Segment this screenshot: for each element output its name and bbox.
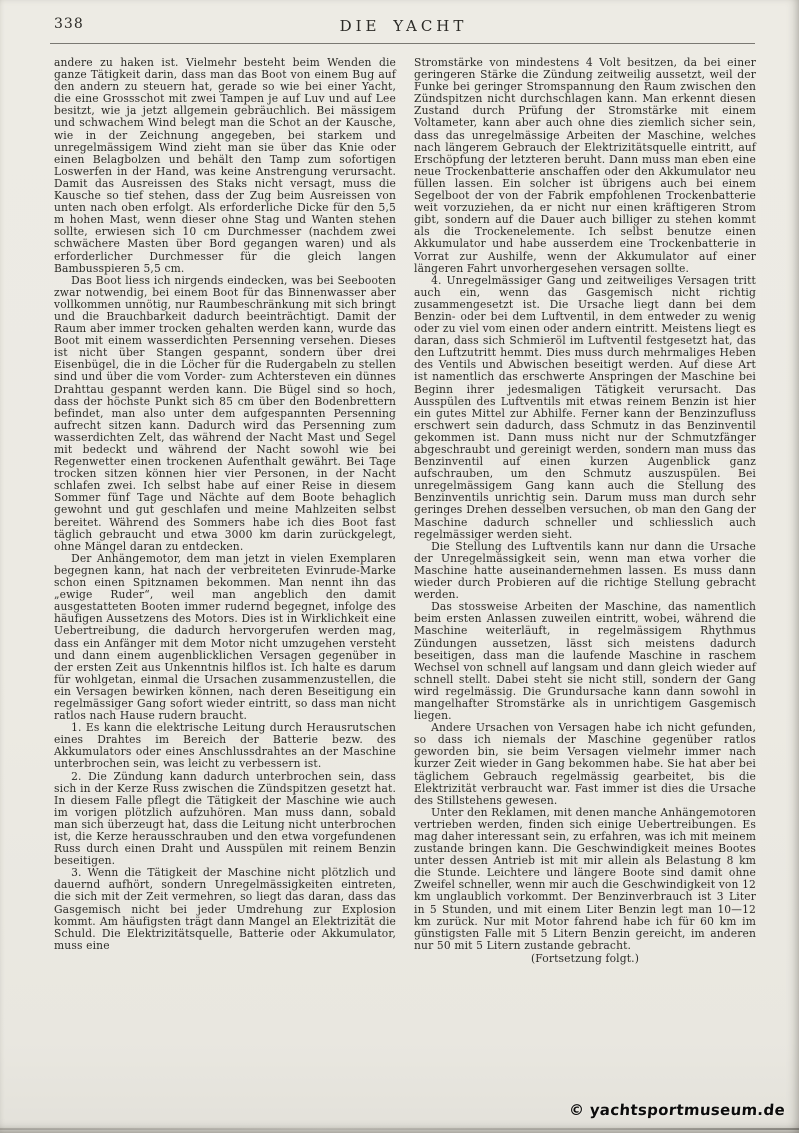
right-column	[414, 57, 756, 965]
paragraph: 3. Wenn die Tätigkeit der Maschine nicht plötzlich und dauernd aufhört, sondern Unregelmässigkeiten eintreten, die sich mit der Zeit vermehren, so liegt das daran, dass das Gasgemisch nicht bei jeder Umdrehung zur Explosion kommt. Am häufigsten trägt dann Mangel an Elektrizität die Schuld. Die Elektrizitätsquelle, Batterie oder Akkumulator, muss eine	[54, 866, 396, 952]
scan-edge	[0, 1128, 799, 1130]
paragraph: andere zu haken ist. Vielmehr besteht beim Wenden die ganze Tätigkeit darin, dass man das Boot von einem Bug auf den andern zu steuern hat, gerade so wie bei einer Yacht, die eine Grossschot mit zwei Tampen je auf Luv und auf Lee besitzt, wie ja jetzt allgemein gebräuchlich. Bei mässigem und schwachem Wind belegt man die Schot an der Kausche, wie in der Zeichnung angegeben, bei starkem und unregelmässigem Wind zieht man sie über das Knie oder einen Belagbolzen und behält den Tamp zum sofortigen Loswerfen in der Hand, was keine Anstrengung verursacht. Damit das Ausreissen des Staks nicht versagt, muss die Kausche so tief stehen, dass der Zug beim Ausreissen von unten nach oben erfolgt. Als erforderliche Dicke für den 5,5 m hohen Mast, wenn dieser ohne Stag und Wanten stehen sollte, erwiesen sich 10 cm Durchmesser (nachdem zwei schwächere Masten über Bord gegangen waren) und als erforderlicher Durchmesser für die gleich langen Bambusspieren 5,5 cm.	[54, 56, 396, 275]
paragraph: Das Boot liess ich nirgends eindecken, was bei Seebooten zwar notwendig, bei einem Boot für das Binnenwasser aber vollkommen unnötig, nur Raumbeschränkung mit sich bringt und die Brauchbarkeit dadurch beeinträchtigt. Damit der Raum aber immer trocken gehalten werden kann, wurde das Boot mit einem wasserdichten Persenning versehen. Dieses ist nicht über Stangen gespannt, sondern über drei Eisenbügel, die in die Löcher für die Rudergabeln zu stellen sind und über die vom Vorder- zum Achtersteven ein dünnes Drahttau gespannt werden kann. Die Bügel sind so hoch, dass der höchste Punkt sich 85 cm über den Bodenbrettern befindet, man also unter dem aufgespannten Persenning aufrecht sitzen kann. Dadurch wird das Persenning zum wasserdichten Zelt, das während der Nacht Mast und Segel mit bedeckt und während der Nacht sowohl wie bei Regenwetter einen trockenen Aufenthalt gewährt. Bei Tage trocken sitzen können hier vier Personen, in der Nacht schlafen zwei. Ich selbst habe auf einer Reise in diesem Sommer fünf Tage und Nächte auf dem Boote behaglich gewohnt und gut geschlafen und meine Mahlzeiten selbst bereitet. Während des Sommers habe ich dies Boot fast täglich gebraucht und etwa 3000 km darin zurückgelegt, ohne Mängel daran zu entdecken.	[54, 273, 396, 553]
article-body	[54, 57, 756, 965]
header-divider	[50, 43, 755, 44]
watermark: © yachtsportmuseum.de	[568, 1101, 786, 1119]
page-header	[52, 14, 755, 40]
paragraph: Der Anhängemotor, dem man jetzt in vielen Exemplaren begegnen kann, hat nach der verbreiteten Evinrude-Marke schon einen Spitznamen bekommen. Man nennt ihn das „ewige Ruder“, weil man angeblich den damit ausgestatteten Booten immer rudernd begegnet, infolge des häufigen Aussetzens des Motors. Dies ist in Wirklichkeit eine Uebertreibung, die dadurch hervorgerufen werden mag, dass ein Anfänger mit dem Motor nicht umzugehen versteht und dann einem augenblicklichen Versagen gegenüber in der ersten Zeit aus Unkenntnis hilflos ist. Ich halte es darum für wohlgetan, einmal die Ursachen zusammenzustellen, die ein Versagen bewirken können, nach deren Beseitigung ein regelmässiger Gang sofort wieder eintritt, so dass man nicht ratlos nach Hause rudern braucht.	[54, 551, 396, 723]
paragraph: 4. Unregelmässiger Gang und zeitweiliges Versagen tritt auch ein, wenn das Gasgemisch nicht richtig zusammengesetzt ist. Die Ursache liegt dann bei dem Benzin- oder bei dem Luftventil, in dem entweder zu wenig oder zu viel vom einen oder andern eintritt. Meistens liegt es daran, dass sich Schmieröl im Luftventil festgesetzt hat, das den Luftzutritt hemmt. Dies muss durch mehrmaliges Heben des Ventils und Abwischen beseitigt werden. Auf diese Art ist namentlich das erschwerte Anspringen der Maschine bei Beginn ihrer jedesmaligen Tätigkeit verursacht. Das Ausspülen des Luftventils mit etwas reinem Benzin ist hier ein gutes Mittel zur Abhilfe. Ferner kann der Benzinzufluss erschwert sein dadurch, dass Schmutz in das Benzinventil gekommen ist. Dann muss nicht nur der Schmutzfänger abgeschraubt und gereinigt werden, sondern man muss das Benzinventil auf einen kurzen Augenblick ganz aufschrauben, um den Schmutz auszuspülen. Bei unregelmässigem Gang kann auch die Stellung des Benzinventils unrichtig sein. Darum muss man durch sehr geringes Drehen desselben versuchen, ob man den Gang der Maschine dadurch schneller und schliesslich auch regelmässiger werden sieht.	[414, 273, 756, 541]
paragraph: Die Stellung des Luftventils kann nur dann die Ursache der Unregelmässigkeit sein, wenn man etwa vorher die Maschine hatte auseinandernehmen lassen. Es muss dann wieder durch Probieren auf die richtige Stellung gebracht werden.	[414, 539, 756, 602]
paragraph: 1. Es kann die elektrische Leitung durch Herausrutschen eines Drahtes im Bereich der Batterie bezw. des Akkumulators oder eines Anschlussdrahtes an der Maschine unterbrochen sein, was leicht zu verbessern ist.	[54, 721, 396, 771]
page-title: DIE YACHT	[339, 17, 468, 35]
paragraph: Andere Ursachen von Versagen habe ich nicht gefunden, so dass ich niemals der Maschine gegenüber ratlos geworden bin, sie beim Versagen vielmehr immer nach kurzer Zeit wieder in Gang bekommen habe. Sie hat aber bei täglichem Gebrauch regelmässig gearbeitet, bis die Elektrizität verbraucht war. Fast immer ist dies die Ursache des Stillstehens gewesen.	[414, 721, 756, 807]
left-column	[54, 57, 396, 965]
paragraph: 2. Die Zündung kann dadurch unterbrochen sein, dass sich in der Kerze Russ zwischen die Zündspitzen gesetzt hat. In diesem Falle pflegt die Tätigkeit der Maschine wie auch im vorigen plötzlich aufzuhören. Man muss dann, sobald man sich überzeugt hat, dass die Leitung nicht unterbrochen ist, die Kerze herausschrauben und den etwa vorgefundenen Russ durch einen Draht und Ausspülen mit reinem Benzin beseitigen.	[54, 769, 396, 868]
paragraph: (Fortsetzung folgt.)	[530, 951, 640, 965]
page-number: 338	[54, 16, 84, 32]
paragraph: Stromstärke von mindestens 4 Volt besitzen, da bei einer geringeren Stärke die Zündung zeitweilig aussetzt, weil der Funke bei geringer Stromspannung den Raum zwischen den Zündspitzen nicht durchschlagen kann. Man erkennt diesen Zustand durch Prüfung der Stromstärke mit einem Voltameter, kann aber auch ohne dies ziemlich sicher sein, dass das unregelmässige Arbeiten der Maschine, welches nach längerem Gebrauch der Elektrizitätsquelle eintritt, auf Erschöpfung der letzteren beruht. Dann muss man eben eine neue Trockenbatterie anschaffen oder den Akkumulator neu füllen lassen. Ein solcher ist übrigens auch bei einem Segelboot der von der Fabrik empfohlenen Trockenbatterie weit vorzuziehen, da er nicht nur einen kräftigeren Strom gibt, sondern auf die Dauer auch billiger zu stehen kommt als die Trockenelemente. Ich selbst benutze einen Akkumulator und habe ausserdem eine Trockenbatterie in Vorrat zur Aushilfe, wenn der Akkumulator auf einer längeren Fahrt unvorhergesehen versagen sollte.	[414, 56, 756, 275]
paragraph: Das stossweise Arbeiten der Maschine, das namentlich beim ersten Anlassen zuweilen eintritt, wobei, während die Maschine weiterläuft, in regelmässigem Rhythmus Zündungen aussetzen, lässt sich meistens dadurch beseitigen, dass man die laufende Maschine in raschem Wechsel von schnell auf langsam und dann gleich wieder auf schnell stellt. Dabei steht sie nicht still, sondern der Gang wird regelmässig. Die Grundursache kann dann sowohl in mangelhafter Stromstärke als in unrichtigem Gasgemisch liegen.	[414, 600, 756, 723]
paragraph: Unter den Reklamen, mit denen manche Anhängemotoren vertrieben werden, finden sich einige Uebertreibungen. Es mag daher interessant sein, zu erfahren, was ich mit meinem zustande bringen kann. Die Geschwindigkeit meines Bootes unter dessen Antrieb ist mit mir allein als Belastung 8 km die Stunde. Leichtere und längere Boote sind damit ohne Zweifel schneller, wenn mir auch die Geschwindigkeit von 12 km unglaublich vorkommt. Der Benzinverbrauch ist 3 Liter in 5 Stunden, und mit einem Liter Benzin legt man 10—12 km zurück. Nur mit Motor fahrend habe ich für 60 km im günstigsten Falle mit 5 Litern Benzin gereicht, im anderen nur 50 mit 5 Litern zustande gebracht.	[414, 805, 756, 952]
